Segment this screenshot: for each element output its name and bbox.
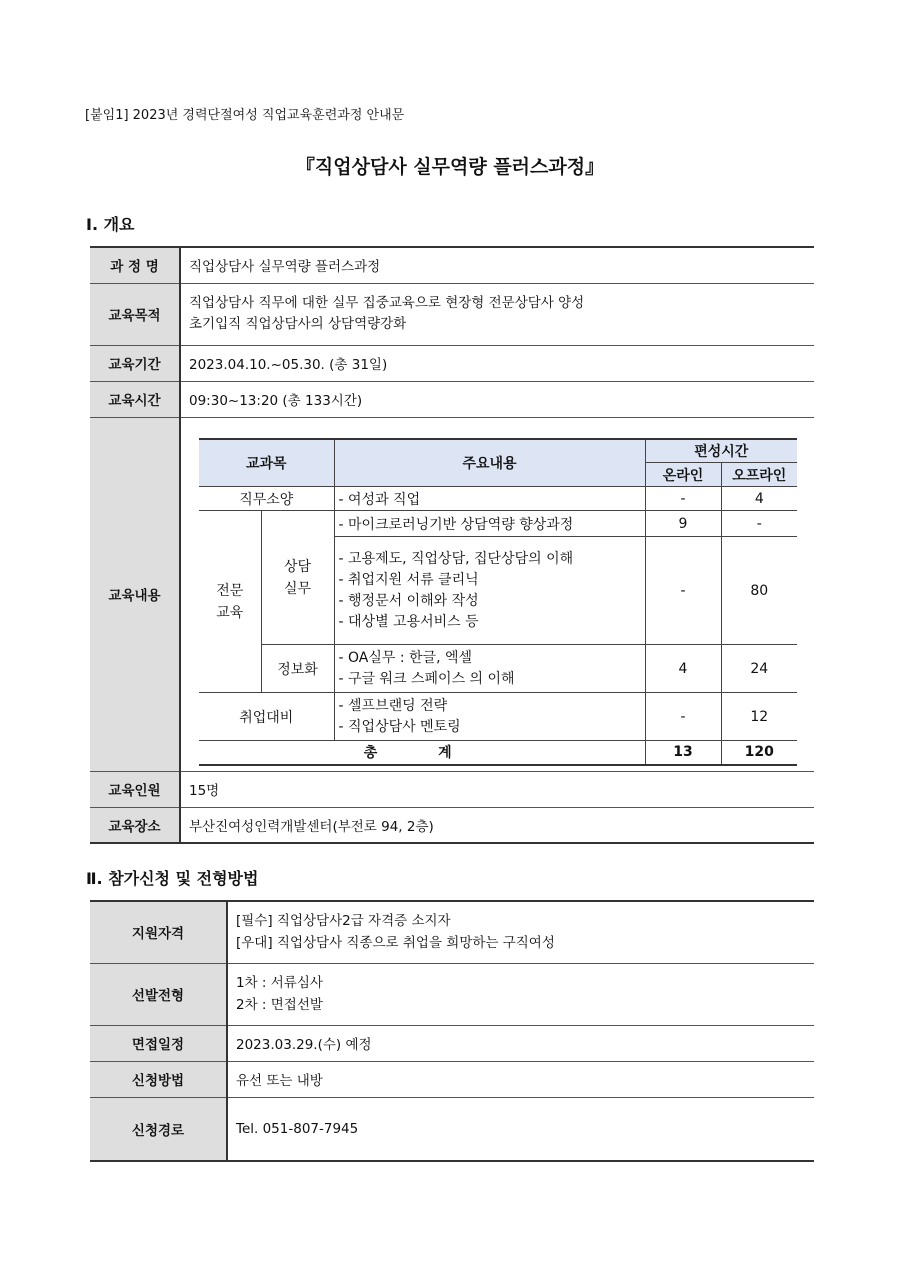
it-line: - 구글 워크 스페이스 의 이해 [338,670,515,687]
hours-label: 교육시간 [90,381,180,417]
practice-line: - 대상별 고용서비스 등 [338,613,479,630]
practice-line: - 고용제도, 직업상담, 집단상담의 이해 [338,550,574,567]
course-name-row [90,247,814,283]
practice-line: - 취업지원 서류 클리닉 [338,571,479,588]
content-header: 주요내용 [334,439,645,487]
it-line: - OA실무 : 한글, 엑셀 [338,649,473,666]
job-attitude-content: - 여성과 직업 [334,487,645,511]
curriculum-header-row [199,439,797,463]
period-value: 2023.04.10.~05.30. (총 31일) [180,345,814,381]
period-label: 교육기간 [90,345,180,381]
employment-online: - [645,693,721,741]
interview-label: 면접일정 [90,1025,227,1061]
job-attitude-offline: 4 [721,487,797,511]
location-label: 교육장소 [90,807,180,843]
contents-value [180,417,814,771]
counseling-practice-online: - [645,537,721,645]
headcount-value: 15명 [180,771,814,807]
total-offline: 120 [721,741,797,765]
method-row [90,1061,814,1097]
qualification-row [90,901,814,963]
microlearning-row [199,511,797,537]
hours-value: 09:30~13:20 (총 133시간) [180,381,814,417]
qualification-label: 지원자격 [90,901,227,963]
course-name-value: 직업상담사 실무역량 플러스과정 [180,247,814,283]
headcount-label: 교육인원 [90,771,180,807]
selection-label: 선발전형 [90,963,227,1025]
course-name-label: 과 정 명 [90,247,180,283]
interview-row [90,1025,814,1061]
subject-header: 교과목 [199,439,334,487]
counseling-subject: 상담 실무 [261,511,334,645]
specialized-group: 전문 교육 [199,511,261,693]
time-header: 편성시간 [645,439,797,463]
microlearning-offline: - [721,511,797,537]
contents-label: 교육내용 [90,417,180,771]
section-2-heading: Ⅱ. 참가신청 및 전형방법 [86,869,259,888]
selection-line: 2차 : 면접선발 [236,997,323,1013]
location-value: 부산진여성인력개발센터(부전로 94, 2층) [180,807,814,843]
microlearning-online: 9 [645,511,721,537]
online-header: 온라인 [645,463,721,487]
contact-label: 신청경로 [90,1097,227,1161]
purpose-value [180,283,814,345]
purpose-label: 교육목적 [90,283,180,345]
purpose-line: 초기입직 직업상담사의 상담역량강화 [189,316,407,332]
practice-line: - 행정문서 이해와 작성 [338,592,479,609]
it-content [334,645,645,693]
total-row [199,741,797,765]
counseling-practice-offline: 80 [721,537,797,645]
qualification-value [227,901,814,963]
it-row [199,645,797,693]
total-label: 총 계 [199,741,645,765]
total-online: 13 [645,741,721,765]
selection-row [90,963,814,1025]
headcount-row [90,771,814,807]
location-row [90,807,814,843]
microlearning-content: - 마이크로러닝기반 상담역량 향상과정 [334,511,645,537]
method-value: 유선 또는 내방 [227,1061,814,1097]
it-online: 4 [645,645,721,693]
purpose-line: 직업상담사 직무에 대한 실무 집중교육으로 현장형 전문상담사 양성 [189,295,585,311]
period-row [90,345,814,381]
offline-header: 오프라인 [721,463,797,487]
purpose-row [90,283,814,345]
document-title: 『직업상담사 실무역량 플러스과정』 [295,156,605,178]
section-1-heading: Ⅰ. 개요 [86,215,135,234]
contents-row [90,417,814,771]
application-table [90,900,814,1162]
contact-row [90,1097,814,1161]
selection-value [227,963,814,1025]
overview-table [90,246,814,844]
method-label: 신청방법 [90,1061,227,1097]
job-attitude-subject: 직무소양 [199,487,334,511]
job-attitude-row [199,487,797,511]
employment-offline: 12 [721,693,797,741]
employment-row [199,693,797,741]
hours-row [90,381,814,417]
qualification-line: [우대] 직업상담사 직종으로 취업을 희망하는 구직여성 [236,935,555,952]
employment-line: - 셀프브랜딩 전략 [338,697,448,714]
counseling-practice-content [334,537,645,645]
employment-line: - 직업상담사 멘토링 [338,718,461,735]
attachment-title: [붙임1] 2023년 경력단절여성 직업교육훈련과정 안내문 [85,108,405,123]
contact-value: Tel. 051-807-7945 [227,1097,814,1161]
curriculum-table [199,438,797,766]
qualification-line: [필수] 직업상담사2급 자격증 소지자 [236,913,451,930]
employment-subject: 취업대비 [199,693,334,741]
it-subject: 정보화 [261,645,334,693]
it-offline: 24 [721,645,797,693]
job-attitude-online: - [645,487,721,511]
interview-value: 2023.03.29.(수) 예정 [227,1025,814,1061]
selection-line: 1차 : 서류심사 [236,975,323,991]
employment-content [334,693,645,741]
